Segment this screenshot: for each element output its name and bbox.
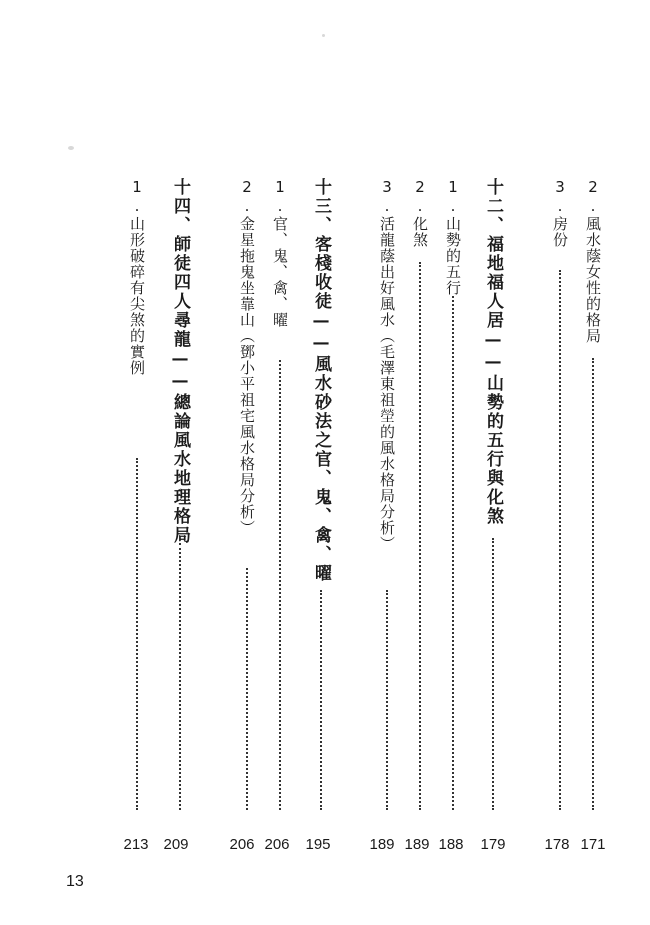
dot-leader	[592, 358, 594, 810]
toc-entry-title: 2.風水蔭女性的格局	[584, 178, 602, 344]
toc-entry-title: 3.房份	[551, 178, 569, 248]
toc-page-number: 206	[229, 836, 255, 853]
scan-speck	[68, 146, 74, 150]
toc-page-number: 189	[404, 836, 430, 853]
toc-entry	[265, 178, 295, 820]
dot-leader	[136, 458, 138, 810]
toc-entry-title: 1.山形破碎有尖煞的實例	[128, 178, 146, 376]
dot-leader	[179, 543, 181, 810]
toc-entry	[232, 178, 262, 820]
toc-chapter	[478, 178, 508, 820]
toc-page-number: 209	[163, 836, 189, 853]
toc-page-number: 178	[544, 836, 570, 853]
toc-entry	[438, 178, 468, 820]
toc-entry-title: 3.活龍蔭出好風水（毛澤東祖塋的風水格局分析）	[378, 178, 396, 552]
toc-page-number: 206	[264, 836, 290, 853]
toc-page-number: 179	[480, 836, 506, 853]
dot-leader	[419, 262, 421, 810]
toc-chapter	[165, 178, 195, 820]
dot-leader	[279, 360, 281, 810]
toc-page-number: 195	[305, 836, 331, 853]
toc-page-number: 213	[123, 836, 149, 853]
toc-entry	[405, 178, 435, 820]
toc-page-number: 189	[369, 836, 395, 853]
dot-leader	[492, 538, 494, 810]
dot-leader	[452, 296, 454, 810]
toc-entry-title: 1.官、鬼、禽、曜	[271, 178, 289, 328]
scan-speck	[322, 34, 325, 37]
toc-entry-title: 2.化煞	[411, 178, 429, 248]
dot-leader	[559, 270, 561, 810]
toc-chapter	[306, 178, 336, 820]
toc-entry	[545, 178, 575, 820]
toc-page-number: 171	[580, 836, 606, 853]
dot-leader	[246, 568, 248, 810]
toc-entry-title: 1.山勢的五行	[444, 178, 462, 296]
dot-leader	[320, 590, 322, 810]
toc-chapter-title: 十四、師徒四人尋龍——總論風水地理格局	[170, 178, 190, 545]
toc-page-number: 188	[438, 836, 464, 853]
page-folio: 13	[66, 873, 84, 890]
toc-entry	[122, 178, 152, 820]
toc-entry	[578, 178, 608, 820]
toc-entry-title: 2.金星拖鬼坐靠山（鄧小平祖宅風水格局分析）	[238, 178, 256, 536]
toc-chapter-title: 十三、客棧收徒——風水砂法之官、鬼、禽、曜	[311, 178, 331, 583]
toc-chapter-title: 十二、福地福人居——山勢的五行與化煞	[483, 178, 503, 526]
dot-leader	[386, 590, 388, 810]
toc-entry	[372, 178, 402, 820]
